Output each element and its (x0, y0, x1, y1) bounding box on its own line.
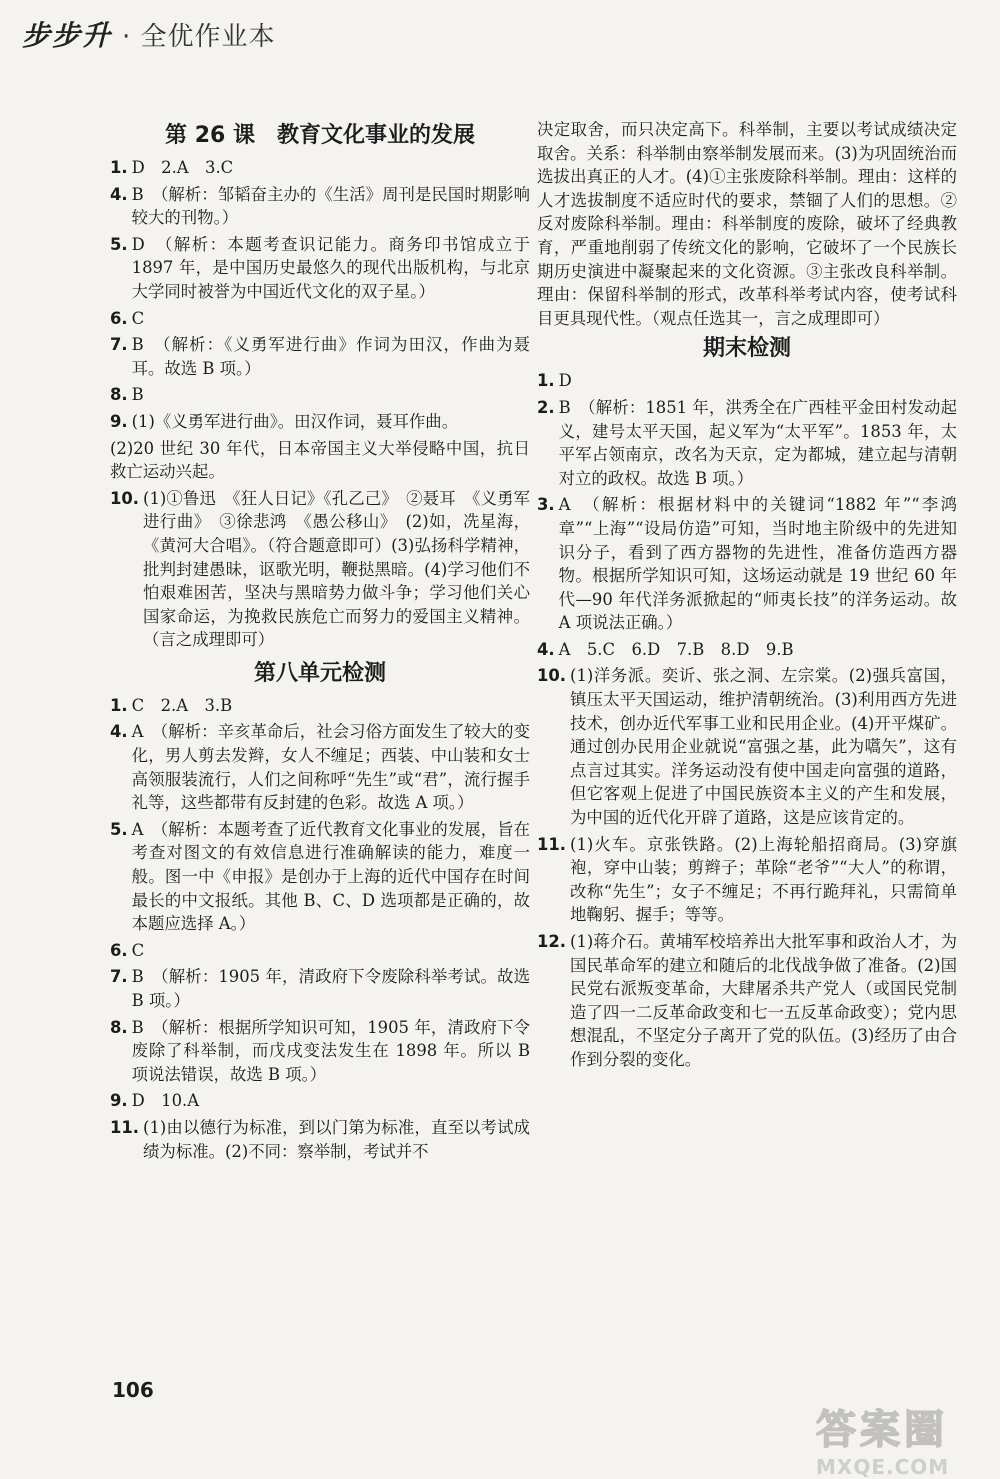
answer-item (110, 965, 530, 1012)
answer-text: B （解析：1851 年，洪秀全在广西桂平金田村发动起义，建号太平天国，起义军为“太平军”。1853 年，太平军占领南京，改名为天京，定为都城，建立起与清朝对立的政权。故选 B 项。） (558, 397, 957, 488)
continued-answer-text: 决定取舍，而只决定高下。科举制，主要以考试成绩决定取舍。关系：科举制由察举制发展而来。(3)为巩固统治而选拔出真正的人才。(4)①主张废除科举制。理由：这样的人才选拔制度不适应时代的要求，禁锢了人们的思想。②反对废除科举制。理由：科举制度的废除，破坏了经典教育，严重地削弱了传统文化的影响，它破坏了一个民族长期历史演进中凝聚起来的文化资源。③主张改良科举制。理由：保留科举制的形式，改革科举考试内容，使考试科目更具现代性。（观点任选其一，言之成理即可） (537, 120, 957, 328)
answer-text: A （解析：辛亥革命后，社会习俗方面发生了较大的变化，男人剪去发辫，女人不缠足；西装、中山装和女士高领服装流行，人们之间称呼“先生”或“君”，流行握手礼等，这些都带有反封建的色彩。故选 A 项。） (131, 722, 530, 813)
section-title-final-exam: 期末检测 (702, 336, 791, 362)
answer-item (537, 396, 957, 490)
answer-text: C (131, 940, 145, 960)
answer-number: 12. (537, 932, 567, 951)
answer-item (537, 833, 957, 927)
answer-text: B （解析：根据所学知识可知，1905 年，清政府下令废除了科举制，而戊戌变法发生在 1898 年。所以 B 项说法错误，故选 B 项。） (131, 1017, 530, 1084)
answer-item (537, 664, 957, 829)
answer-text: B （解析：1905 年，清政府下令废除科举考试。故选 B 项。） (131, 967, 530, 1010)
answer-text: (1)火车。京张铁路。(2)上海轮船招商局。(3)穿旗袍，穿中山装；剪辫子；革除“老爷”“大人”的称谓，改称“先生”；女子不缠足；不再行跪拜礼，只需简单地鞠躬、握手；等等。 (570, 834, 957, 925)
answer-text: C 2.A 3.B (131, 695, 233, 715)
unit-8-test-answers (110, 694, 530, 1163)
answer-item (537, 638, 957, 662)
answer-number: 11. (537, 834, 567, 854)
watermark-logo (816, 1398, 986, 1479)
right-column (537, 118, 957, 1075)
watermark-url: MXQE.COM (816, 1455, 950, 1479)
answer-text: A 5.C 6.D 7.B 8.D 9.B (558, 639, 794, 659)
answer-item (110, 437, 530, 484)
answer-item (110, 939, 530, 963)
answer-number: 6. (110, 940, 128, 960)
lesson-26-answers (110, 156, 530, 652)
answer-item (110, 410, 530, 434)
left-column (110, 118, 530, 1166)
answer-number: 9. (110, 411, 128, 431)
answer-text: (1)由以德行为标准，到以门第为标准，直至以考试成绩为标准。(2)不同：察举制，考试并不 (143, 1117, 530, 1161)
answer-number: 11. (110, 1117, 140, 1137)
answer-text: C (131, 308, 145, 328)
page-header (22, 14, 276, 54)
answer-number: 5. (110, 819, 128, 839)
answer-item (110, 487, 530, 652)
answer-text: (1)蒋介石。黄埔军校培养出大批军事和政治人才，为国民革命军的建立和随后的北伐战争做了准备。(2)国民党右派叛变革命，大肆屠杀共产党人（或国民党制造了四一二反革命政变和七一五反革命政变）；党内思想混乱，不坚定分子离开了党的队伍。(3)经历了由合作到分裂的变化。 (570, 932, 957, 1069)
answer-text: (1)洋务派。奕䜣、张之洞、左宗棠。(2)强兵富国，镇压太平天国运动，维护清朝统治。(3)利用西方先进技术，创办近代军事工业和民用企业。(4)开平煤矿。通过创办民用企业就说“富强之基，此为嚆矢”，这有点言过其实。洋务运动没有使中国走向富强的道路，但它客观上促进了中国民族资本主义的产生和发展，为中国的近代化开辟了道路，这是应该肯定的。 (570, 666, 957, 828)
answer-number: 4. (110, 184, 128, 204)
answer-item (110, 383, 530, 407)
watermark-text: 答案圈 (816, 1407, 948, 1453)
answer-number: 8. (110, 1017, 128, 1037)
answer-number: 5. (110, 234, 128, 254)
answer-number: 2. (537, 397, 555, 417)
answer-number: 9. (110, 1091, 128, 1111)
answer-item (537, 369, 957, 393)
answer-item (110, 694, 530, 718)
answer-item (110, 1089, 530, 1113)
answer-item (110, 818, 530, 936)
answer-number: 1. (537, 371, 555, 391)
section-title-lesson-26: 第 26 课 教育文化事业的发展 (165, 123, 475, 148)
answer-text: A （解析：本题考查了近代教育文化事业的发展，旨在考查对图文的有效信息进行准确解读的能力，难度一般。图一中《申报》是创办于上海的近代中国存在时间最长的中文报纸。其他 B、C、D 选项都是正确的，故本题应选择 A。） (131, 819, 530, 934)
answer-number: 10. (110, 488, 140, 508)
answer-text: D （解析：本题考查识记能力。商务印书馆成立于 1897 年，是中国历史最悠久的现代出版机构，与北京大学同时被誉为中国近代文化的双子星。） (131, 234, 530, 301)
answer-item (110, 333, 530, 380)
answer-text: D 2.A 3.C (131, 158, 234, 177)
answer-item (537, 930, 957, 1072)
answer-number: 10. (537, 666, 567, 686)
answer-number: 1. (110, 158, 128, 177)
answer-text: (1)①鲁迅 《狂人日记》《孔乙己》 ②聂耳 《义勇军进行曲》 ③徐悲鸿 《愚公移山》 (2)如，冼星海，《黄河大合唱》。（符合题意即可）(3)弘扬科学精神，批判封建愚昧，讴歌光明，鞭挞黑暗。(4)学习他们不怕艰难困苦，坚决与黑暗势力做斗争；学习他们关心国家命运，为挽救民族危亡而努力的爱国主义精神。（言之成理即可） (143, 488, 530, 650)
final-exam-answers (537, 369, 957, 1071)
answer-item (110, 1016, 530, 1087)
section-title-unit-8-test: 第八单元检测 (253, 660, 386, 686)
answer-item (110, 183, 530, 230)
answer-number: 3. (537, 495, 555, 515)
answer-item (537, 493, 957, 635)
series-title: · 全优作业本 (122, 22, 276, 52)
answer-number: 4. (537, 639, 555, 659)
answer-text: (1)《义勇军进行曲》。田汉作词，聂耳作曲。 (131, 411, 459, 431)
brand-logo: 步步升 (22, 19, 113, 52)
answer-item (110, 307, 530, 331)
answer-number: 7. (110, 335, 128, 355)
answer-number: 1. (110, 695, 128, 715)
answer-text: B （解析：邹韬奋主办的《生活》周刊是民国时期影响较大的刊物。） (131, 184, 530, 228)
answer-text: D (558, 371, 572, 391)
answer-text: D 10.A (131, 1091, 200, 1111)
answer-text: B (131, 385, 144, 405)
answer-text: A （解析：根据材料中的关键词“1882 年”“李鸿章”“上海”“设局仿造”可知，当时地主阶级中的先进知识分子，看到了西方器物的先进性，准备仿造西方器物。根据所学知识可知，这场运动就是 19 世纪 60 年代—90 年代洋务派掀起的“师夷长技”的洋务运动。故 A 项说法正确。） (558, 495, 957, 633)
answer-number: 8. (110, 385, 128, 405)
answer-number: 7. (110, 967, 128, 987)
answer-item (110, 1116, 530, 1163)
answer-number: 4. (110, 722, 128, 742)
answer-text: B （解析：《义勇军进行曲》作词为田汉，作曲为聂耳。故选 B 项。） (131, 335, 530, 378)
page-number: 106 (112, 1378, 154, 1402)
answer-number: 6. (110, 308, 128, 328)
answer-text: (2)20 世纪 30 年代，日本帝国主义大举侵略中国，抗日救亡运动兴起。 (110, 438, 530, 482)
answer-item (110, 233, 530, 304)
answer-item (110, 156, 530, 180)
answer-item (110, 720, 530, 814)
